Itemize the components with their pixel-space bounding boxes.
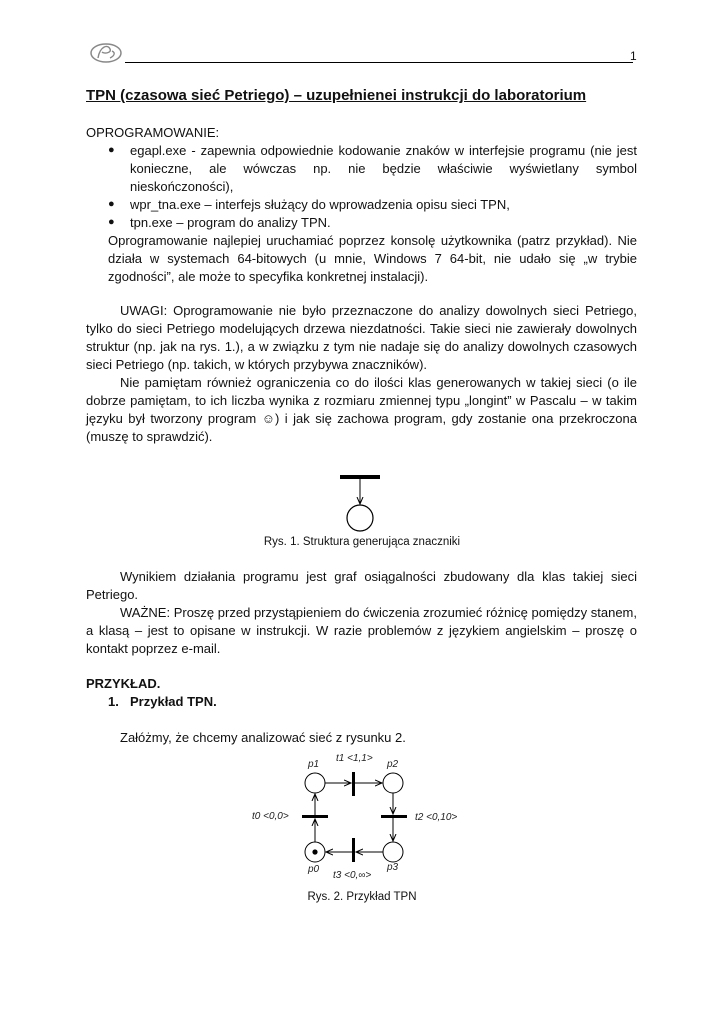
- example-intro: Załóżmy, że chcemy analizować sieć z rysunku 2.: [120, 730, 406, 745]
- figure-1-diagram: [330, 470, 390, 534]
- result-paragraph-1: Wynikiem działania programu jest graf osiągalności zbudowany dla klas takiej sieci Petriego.: [86, 569, 637, 602]
- bullet-icon: ●: [108, 144, 115, 156]
- label-p0: p0: [308, 864, 320, 875]
- example-item-title: Przykład TPN.: [130, 694, 217, 709]
- figure-1-caption: Rys. 1. Struktura generująca znaczniki: [263, 536, 461, 548]
- token-p0: [312, 849, 317, 854]
- place-p1: [305, 773, 325, 793]
- remarks-paragraph-2: [86, 374, 637, 446]
- remarks-text-a: Nie pamiętam również ograniczenia co do ilości klas generowanych w takiej sieci (o ile dobrze pamiętam, to ich liczba wynika z rozmiaru zmiennej typu „longint” w Pascalu – w takim języku był tworzony program: [86, 375, 637, 426]
- example-heading: PRZYKŁAD.: [86, 676, 161, 691]
- bullet-item-tpn: tpn.exe – program do analizy TPN.: [130, 215, 331, 230]
- place-circle: [347, 505, 373, 531]
- bullet-icon: ●: [108, 216, 115, 228]
- software-heading: OPROGRAMOWANIE:: [86, 125, 220, 140]
- software-note: Oprogramowanie najlepiej uruchamiać poprzez konsolę użytkownika (patrz przykład). Nie działa w systemach 64-bitowych (u mnie, Windows 7 64-bit, nie udało się „w trybie zgodności”, ale może to specyfika konkretnej instalacji).: [108, 233, 637, 284]
- figure-2-caption: Rys. 2. Przykład TPN: [307, 891, 417, 903]
- label-p1: p1: [308, 759, 320, 770]
- smiley-icon: ☺: [261, 411, 275, 426]
- transition-t0: [302, 815, 328, 818]
- label-t2: t2 <0,10>: [415, 812, 458, 823]
- result-paragraph-2: WAŻNE: Proszę przed przystąpieniem do ćwiczenia zrozumieć różnicę pomiędzy stanem, a klasą – jest to opisane w instrukcji. W razie problemów z językiem angielskim – proszę o kontakt poprzez e-mail.: [86, 605, 637, 656]
- label-p2: p2: [387, 759, 399, 770]
- header-rule: [125, 62, 633, 63]
- remarks-text-b: ) i jak się zachowa program, gdy zostanie ona przekroczona (muszę to sprawdzić).: [86, 411, 637, 444]
- label-t3: t3 <0,∞>: [333, 870, 372, 881]
- document-title: TPN (czasowa sieć Petriego) – uzupełnienei instrukcji do laboratorium: [86, 87, 587, 104]
- transition-t2: [381, 815, 407, 818]
- transition-t3: [352, 838, 355, 862]
- transition-t1: [352, 772, 355, 796]
- remarks-paragraph-1: UWAGI: Oprogramowanie nie było przeznaczone do analizy dowolnych sieci Petriego, tylko do sieci Petriego modelujących drzewa niezdatności. Takie sieci nie zawierały dowolnych struktur (np. jak na rys. 1.), a w związku z tym nie nadaje się do analizy dowolnych czasowych sieci Petriego (np. takich, w których przybywa znaczników).: [86, 303, 637, 372]
- place-p2: [383, 773, 403, 793]
- logo-icon: [86, 38, 126, 68]
- label-t1: t1 <1,1>: [336, 753, 373, 764]
- page-number: 1: [630, 49, 637, 63]
- figure-2-diagram: [240, 746, 470, 886]
- label-t0: t0 <0,0>: [252, 811, 289, 822]
- bullet-item-wpr-tna: wpr_tna.exe – interfejs służący do wprowadzenia opisu sieci TPN,: [130, 197, 510, 212]
- bullet-item-egapl: egapl.exe - zapewnia odpowiednie kodowanie znaków w interfejsie programu (nie jest konieczne, ale wówczas np. nie będzie właściwie wyświetlany symbol nieskończoności),: [130, 143, 637, 194]
- example-item-number: 1.: [108, 694, 119, 709]
- label-p3: p3: [387, 862, 399, 873]
- bullet-icon: ●: [108, 198, 115, 210]
- transition-bar: [340, 475, 380, 479]
- place-p3: [383, 842, 403, 862]
